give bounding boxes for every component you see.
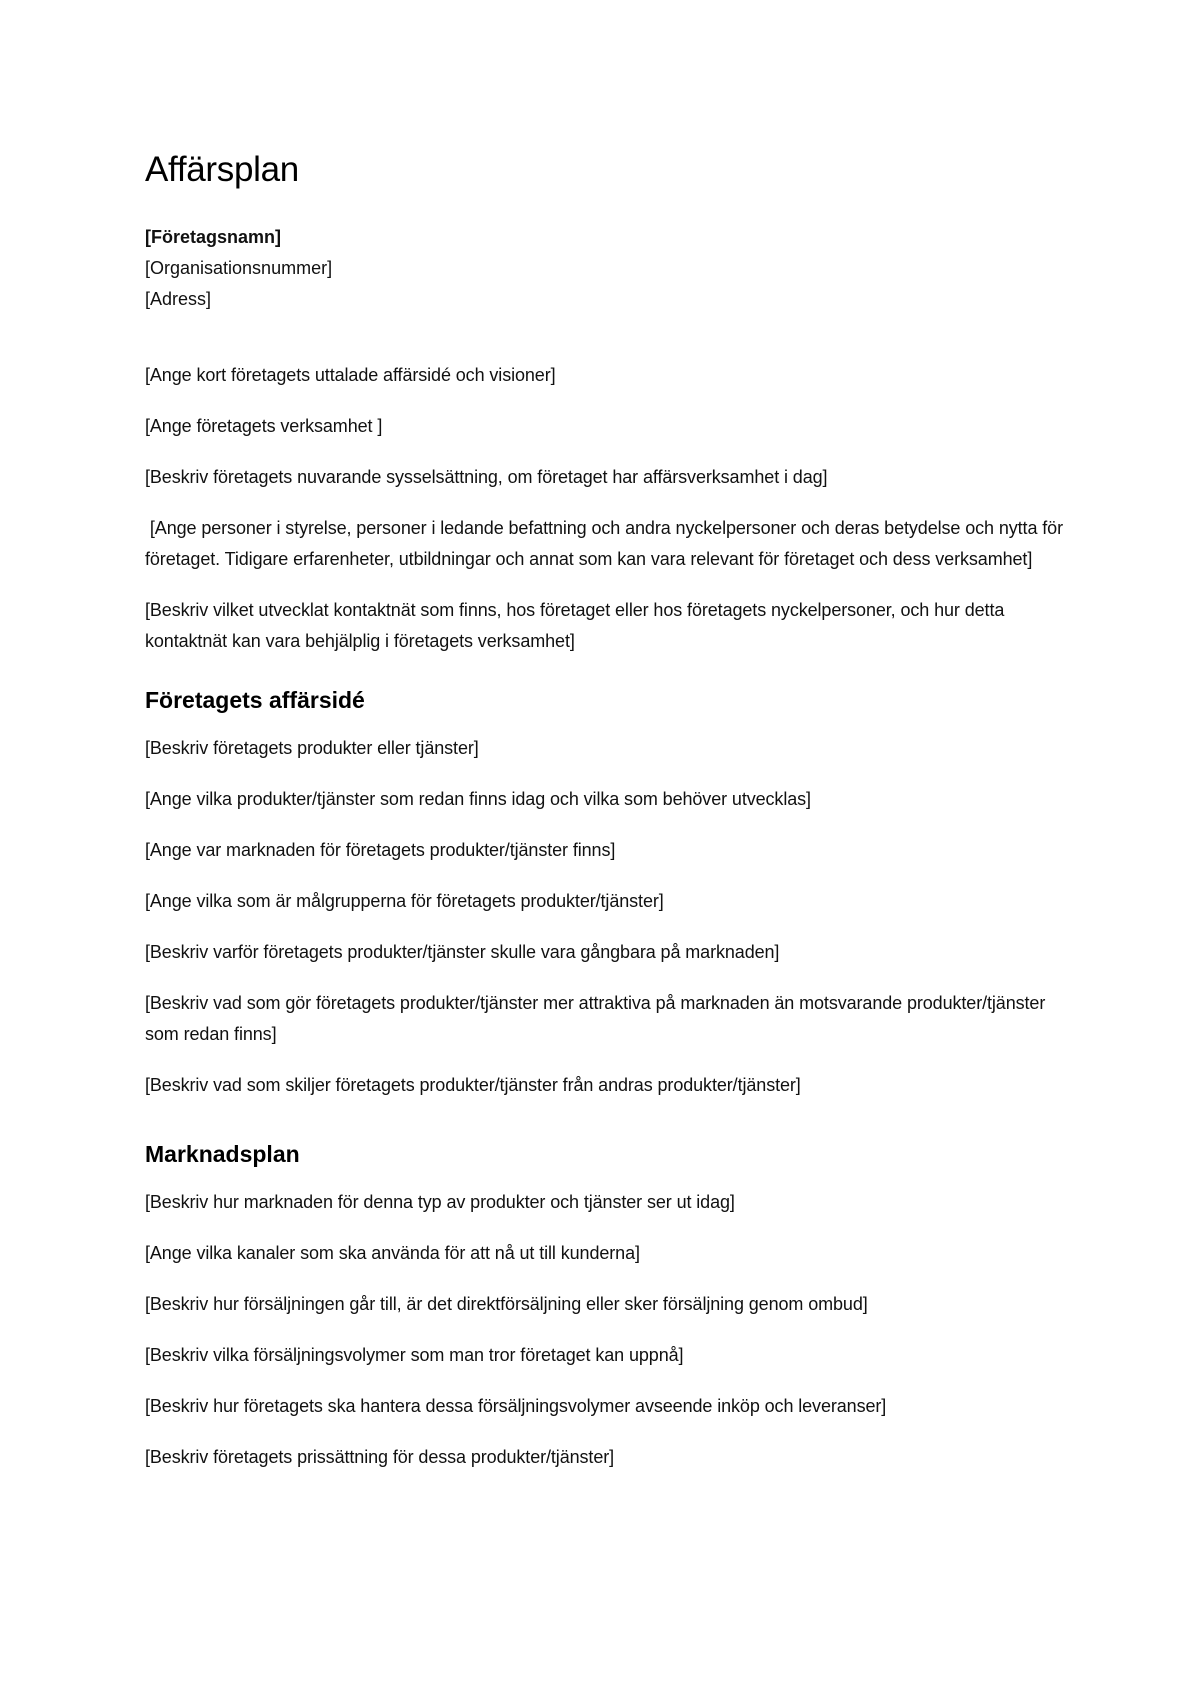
- section-paragraph: [Beskriv hur företagets ska hantera dessa försäljningsvolymer avseende inköp och leveranser]: [145, 1396, 887, 1416]
- organisation-number: [Organisationsnummer]: [145, 258, 333, 278]
- section-paragraph: [Beskriv företagets produkter eller tjänster]: [145, 738, 479, 758]
- section-heading: Företagets affärsidé: [145, 687, 365, 713]
- section-paragraph: [Ange vilka kanaler som ska använda för att nå ut till kunderna]: [145, 1243, 640, 1263]
- section-heading: Marknadsplan: [145, 1141, 300, 1167]
- company-name: [Företagsnamn]: [145, 227, 282, 247]
- intro-paragraph: [Ange kort företagets uttalade affärsidé och visioner]: [145, 365, 556, 385]
- section-paragraph: [Ange var marknaden för företagets produkter/tjänster finns]: [145, 840, 616, 860]
- section-paragraph: [Beskriv vilka försäljningsvolymer som man tror företaget kan uppnå]: [145, 1345, 684, 1365]
- section-paragraph: [Beskriv hur marknaden för denna typ av produkter och tjänster ser ut idag]: [145, 1192, 735, 1212]
- intro-section: [145, 360, 1068, 657]
- section-business-idea: [145, 685, 1065, 1101]
- section-paragraph: [Beskriv vad som skiljer företagets produkter/tjänster från andras produkter/tjänster]: [145, 1075, 801, 1095]
- section-marketing-plan: [145, 1139, 1065, 1473]
- section-paragraph: [Beskriv varför företagets produkter/tjänster skulle vara gångbara på marknaden]: [145, 942, 780, 962]
- section-paragraph: [Ange vilka produkter/tjänster som redan finns idag och vilka som behöver utvecklas]: [145, 789, 811, 809]
- section-paragraph: [Ange vilka som är målgrupperna för företagets produkter/tjänster]: [145, 891, 664, 911]
- company-address: [Adress]: [145, 289, 212, 309]
- intro-paragraph: [Ange personer i styrelse, personer i ledande befattning och andra nyckelpersoner och deras betydelse och nytta för företaget. Tidigare erfarenheter, utbildningar och annat som kan vara relevant för företaget och dess verksamhet]: [145, 518, 1068, 569]
- company-info: [145, 222, 1065, 315]
- intro-paragraph: [Ange företagets verksamhet ]: [145, 416, 383, 436]
- document-title: Affärsplan: [145, 150, 299, 189]
- intro-paragraph: [Beskriv företagets nuvarande sysselsättning, om företaget har affärsverksamhet i dag]: [145, 467, 828, 487]
- section-paragraph: [Beskriv företagets prissättning för dessa produkter/tjänster]: [145, 1447, 615, 1467]
- section-paragraph: [Beskriv hur försäljningen går till, är det direktförsäljning eller sker försäljning genom ombud]: [145, 1294, 868, 1314]
- document-content: [145, 148, 1068, 1493]
- section-paragraph: [Beskriv vad som gör företagets produkter/tjänster mer attraktiva på marknaden än motsvarande produkter/tjänster som redan finns]: [145, 993, 1046, 1044]
- intro-paragraph: [Beskriv vilket utvecklat kontaktnät som finns, hos företaget eller hos företagets nyckelpersoner, och hur detta kontaktnät kan vara behjälplig i företagets verksamhet]: [145, 600, 1005, 651]
